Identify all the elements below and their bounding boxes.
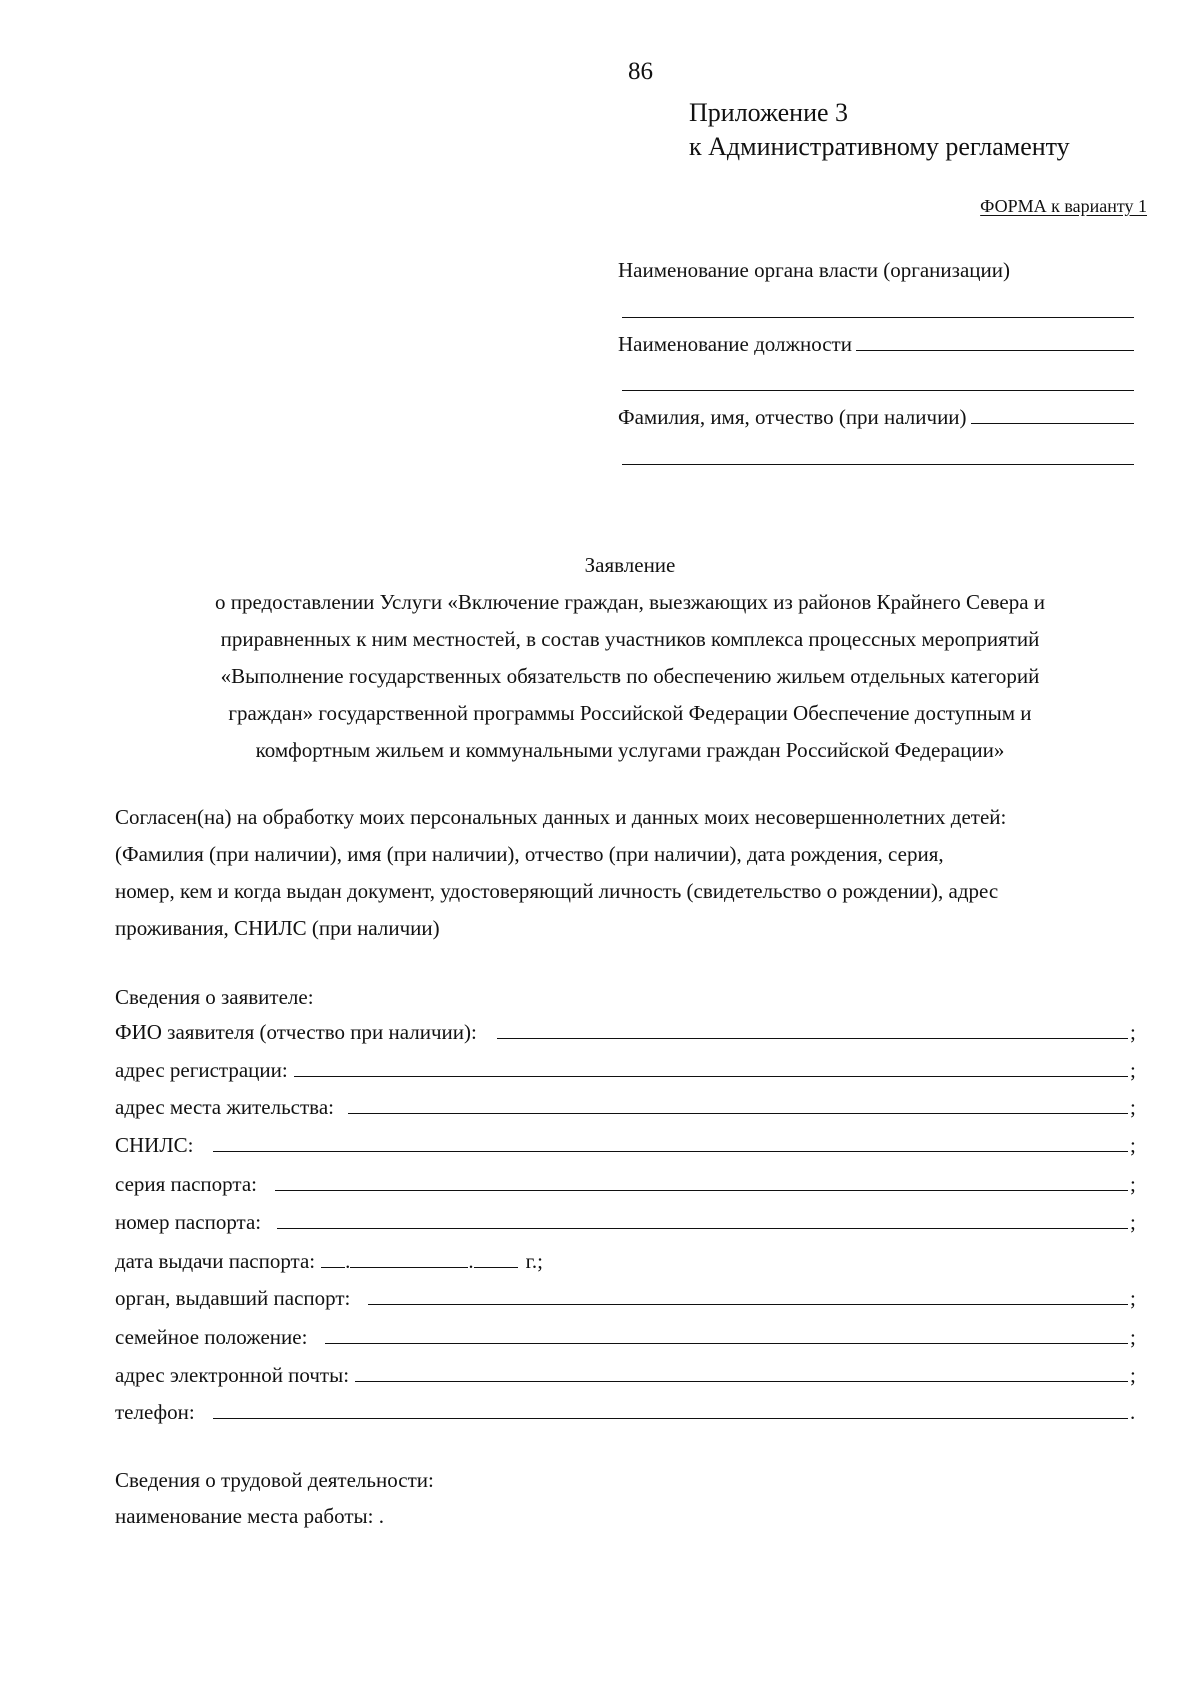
email-field-row — [115, 1356, 1140, 1388]
snils-label: СНИЛС: — [115, 1133, 194, 1157]
title-line: приравненных к ним местностей, в состав участников комплекса процессных мероприятий — [220, 627, 1040, 651]
field-separator: ; — [1130, 1210, 1136, 1234]
email-input-line[interactable] — [355, 1359, 1128, 1382]
field-separator: ; — [1130, 1095, 1136, 1119]
phone-field-row — [115, 1393, 1140, 1425]
position-row — [618, 330, 1134, 357]
passport-issuer-input-line[interactable] — [368, 1282, 1128, 1305]
consent-line: номер, кем и когда выдан документ, удостоверяющий личность (свидетельство о рождении), адрес — [115, 879, 999, 903]
passport-series-input-line[interactable] — [275, 1168, 1128, 1191]
passport-date-label: дата выдачи паспорта: — [115, 1249, 316, 1273]
snils-input-line[interactable] — [213, 1129, 1128, 1152]
authority-input-line[interactable] — [622, 317, 1134, 318]
authority-label-row — [618, 258, 1134, 283]
residence-input-line[interactable] — [348, 1091, 1128, 1114]
snils-field-row — [115, 1126, 1140, 1158]
field-separator: ; — [1130, 1020, 1136, 1044]
phone-label: телефон: — [115, 1400, 195, 1424]
residence-field-row — [115, 1088, 1140, 1120]
reg-address-label: адрес регистрации: — [115, 1058, 288, 1082]
application-title-block — [60, 547, 1200, 769]
appendix-subtitle: к Административному регламенту — [689, 132, 1070, 161]
passport-number-field-row — [115, 1203, 1140, 1235]
passport-issuer-label: орган, выдавший паспорт: — [115, 1286, 351, 1310]
fio-input-line[interactable] — [497, 1016, 1128, 1039]
passport-issuer-field-row — [115, 1279, 1140, 1311]
appendix-title: Приложение 3 — [689, 98, 849, 127]
email-label: адрес электронной почты: — [115, 1363, 350, 1387]
title-line: граждан» государственной программы Российской Федерации Обеспечение доступным и — [228, 701, 1032, 725]
application-heading: Заявление — [584, 553, 676, 577]
marital-status-field-row — [115, 1318, 1140, 1350]
date-suffix: г.; — [525, 1249, 543, 1273]
position-input-line-2[interactable] — [622, 390, 1134, 391]
fullname-row — [618, 403, 1134, 430]
consent-line: (Фамилия (при наличии), имя (при наличии), отчество (при наличии), дата рождения, серия, — [115, 842, 944, 866]
passport-series-label: серия паспорта: — [115, 1172, 257, 1196]
employment-section-heading: Сведения о трудовой деятельности: — [115, 1468, 434, 1492]
form-variant-label: ФОРМА к варианту 1 — [980, 196, 1147, 216]
passport-series-field-row — [115, 1165, 1140, 1197]
residence-label: адрес места жительства: — [115, 1095, 334, 1119]
title-line: о предоставлении Услуги «Включение граждан, выезжающих из районов Крайнего Севера и — [214, 590, 1046, 614]
title-line: «Выполнение государственных обязательств по обеспечению жильем отдельных категорий — [220, 664, 1040, 688]
fullname-input-line[interactable] — [971, 403, 1134, 424]
marital-status-label: семейное положение: — [115, 1325, 308, 1349]
workplace-label: наименование места работы: . — [115, 1504, 384, 1528]
phone-input-line[interactable] — [213, 1396, 1128, 1419]
applicant-section-heading: Сведения о заявителе: — [115, 985, 314, 1009]
position-label: Наименование должности — [618, 332, 852, 356]
field-terminator: . — [1130, 1400, 1136, 1424]
consent-line: Согласен(на) на обработку моих персональных данных и данных моих несовершеннолетних детей: — [115, 805, 1007, 829]
passport-number-label: номер паспорта: — [115, 1210, 262, 1234]
authority-label: Наименование органа власти (организации) — [618, 258, 1010, 282]
passport-number-input-line[interactable] — [277, 1206, 1128, 1229]
reg-address-input-line[interactable] — [294, 1054, 1128, 1077]
reg-address-field-row — [115, 1051, 1140, 1083]
passport-date-field-row: дата выдачи паспорта: . . г.; — [115, 1242, 543, 1274]
fullname-label: Фамилия, имя, отчество (при наличии) — [618, 405, 967, 429]
fio-label: ФИО заявителя (отчество при наличии): — [115, 1020, 477, 1044]
date-day-input[interactable] — [321, 1245, 345, 1268]
date-year-input[interactable] — [474, 1245, 518, 1268]
consent-paragraph — [115, 799, 1006, 947]
field-separator: ; — [1130, 1133, 1136, 1157]
field-separator: ; — [1130, 1058, 1136, 1082]
field-separator: ; — [1130, 1286, 1136, 1310]
field-separator: ; — [1130, 1325, 1136, 1349]
fullname-input-line-2[interactable] — [622, 464, 1134, 465]
field-separator: ; — [1130, 1363, 1136, 1387]
position-input-line[interactable] — [856, 330, 1134, 351]
marital-status-input-line[interactable] — [325, 1321, 1128, 1344]
consent-line: проживания, СНИЛС (при наличии) — [115, 916, 440, 940]
fio-field-row — [115, 1013, 1140, 1045]
title-line: комфортным жильем и коммунальными услугами граждан Российской Федерации» — [255, 738, 1005, 762]
date-month-input[interactable] — [350, 1245, 468, 1268]
page-number: 86 — [628, 58, 653, 85]
field-separator: ; — [1130, 1172, 1136, 1196]
